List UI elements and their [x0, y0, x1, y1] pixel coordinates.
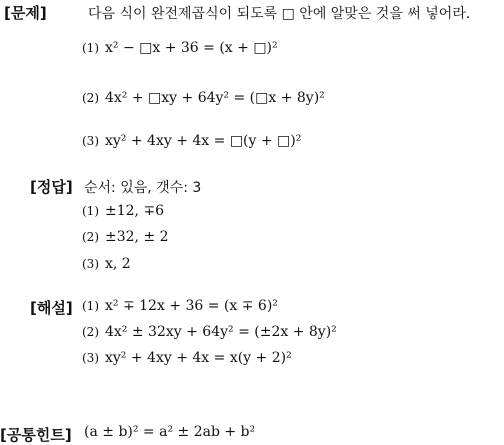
- item-expression: x, 2: [105, 256, 131, 272]
- item-number: (2): [82, 230, 99, 244]
- explanation-item-1: [82, 298, 278, 314]
- hint-expression: (a ± b)² = a² ± 2ab + b²: [84, 424, 256, 440]
- item-expression: ±12, ∓6: [105, 203, 165, 219]
- item-number: (1): [82, 299, 99, 313]
- item-number: (3): [82, 257, 99, 271]
- item-expression: x² − □x + 36 = (x + □)²: [105, 40, 278, 56]
- item-expression: ±32, ± 2: [105, 229, 169, 245]
- explanation-item-3: [82, 350, 292, 366]
- item-number: (1): [82, 204, 99, 218]
- problem-instruction: 다음 식이 완전제곱식이 되도록 □ 안에 알맞은 것을 써 넣어라.: [88, 6, 471, 22]
- answer-item-2: [82, 229, 169, 245]
- item-number: (2): [82, 91, 99, 105]
- item-expression: x² ∓ 12x + 36 = (x ∓ 6)²: [105, 298, 278, 314]
- answer-label: [정답]: [30, 178, 73, 196]
- answer-meta: 순서: 있음, 갯수: 3: [84, 180, 202, 196]
- item-number: (2): [82, 325, 99, 339]
- item-expression: xy² + 4xy + 4x = □(y + □)²: [105, 133, 302, 149]
- explanation-item-2: [82, 324, 337, 340]
- problem-item-3: [82, 133, 301, 149]
- explanation-label: [해설]: [30, 299, 73, 317]
- answer-item-1: [82, 203, 164, 219]
- item-number: (1): [82, 41, 99, 55]
- problem-item-1: [82, 40, 278, 56]
- hint-label: [공통힌트]: [0, 426, 72, 444]
- item-expression: 4x² + □xy + 64y² = (□x + 8y)²: [105, 90, 325, 106]
- item-number: (3): [82, 134, 99, 148]
- item-number: (3): [82, 351, 99, 365]
- problem-item-2: [82, 90, 325, 106]
- answer-item-3: [82, 256, 131, 272]
- item-expression: 4x² ± 32xy + 64y² = (±2x + 8y)²: [105, 324, 337, 340]
- item-expression: xy² + 4xy + 4x = x(y + 2)²: [105, 350, 292, 366]
- problem-label: [문제]: [4, 4, 47, 22]
